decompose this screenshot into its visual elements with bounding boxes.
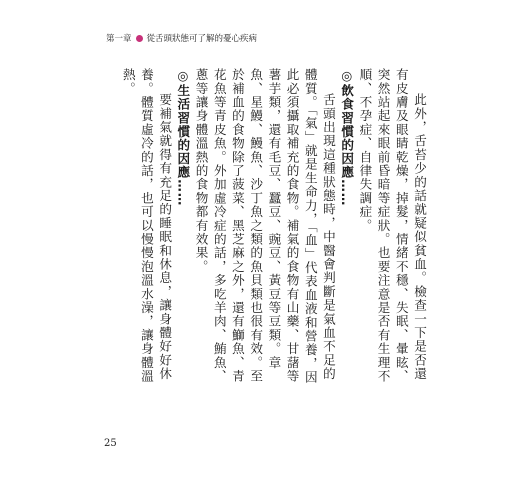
page-number: 25 — [104, 438, 117, 449]
bullet-dot-icon — [136, 35, 143, 42]
vertical-text-body — [108, 68, 428, 386]
running-header — [106, 32, 257, 44]
paragraph-lifestyle: 要補氣就得有充足的睡眠和休息，讓身體好好休養。體質虛冷的話，也可以慢慢泡溫水澡，讓身體溫熱。 — [120, 68, 173, 384]
chapter-label: 第一章 — [106, 34, 132, 44]
section-heading-lifestyle: ◎生活習慣的因應…… — [175, 68, 191, 207]
paragraph-diet: 舌頭出現這種狀態時，中醫會判斷是氣血不足的體質。「氣」就是生命力，「血」代表血液和營養，因此必須攝取補充的食物。補氣的食物有山藥、甘藷等薯芋類，還有毛豆、蠶豆、豌豆、黃豆等豆類。章魚、星鰻、鰻魚、沙丁魚之類的魚貝類也很有效。至於補血的食物除了菠菜、黑芝麻之外，還有鰤魚、青花魚等青皮魚。外加虛冷症的話，多吃羊肉、鮪魚、蔥等讓身體溫熱的食物都有效果。 — [193, 68, 336, 385]
chapter-title: 從舌頭狀態可了解的憂心疾病 — [146, 34, 258, 44]
paragraph-intro: 此外，舌苔少的話就疑似貧血。檢查一下是否還有皮膚及眼睛乾燥，掉髮，情緒不穩、失眠、暈眩、突然站起來眼前昏暗等症狀。也要注意是否有生理不順、不孕症、自律失調症。 — [357, 68, 427, 384]
section-heading-diet: ◎飲食習慣的因應…… — [339, 68, 355, 207]
